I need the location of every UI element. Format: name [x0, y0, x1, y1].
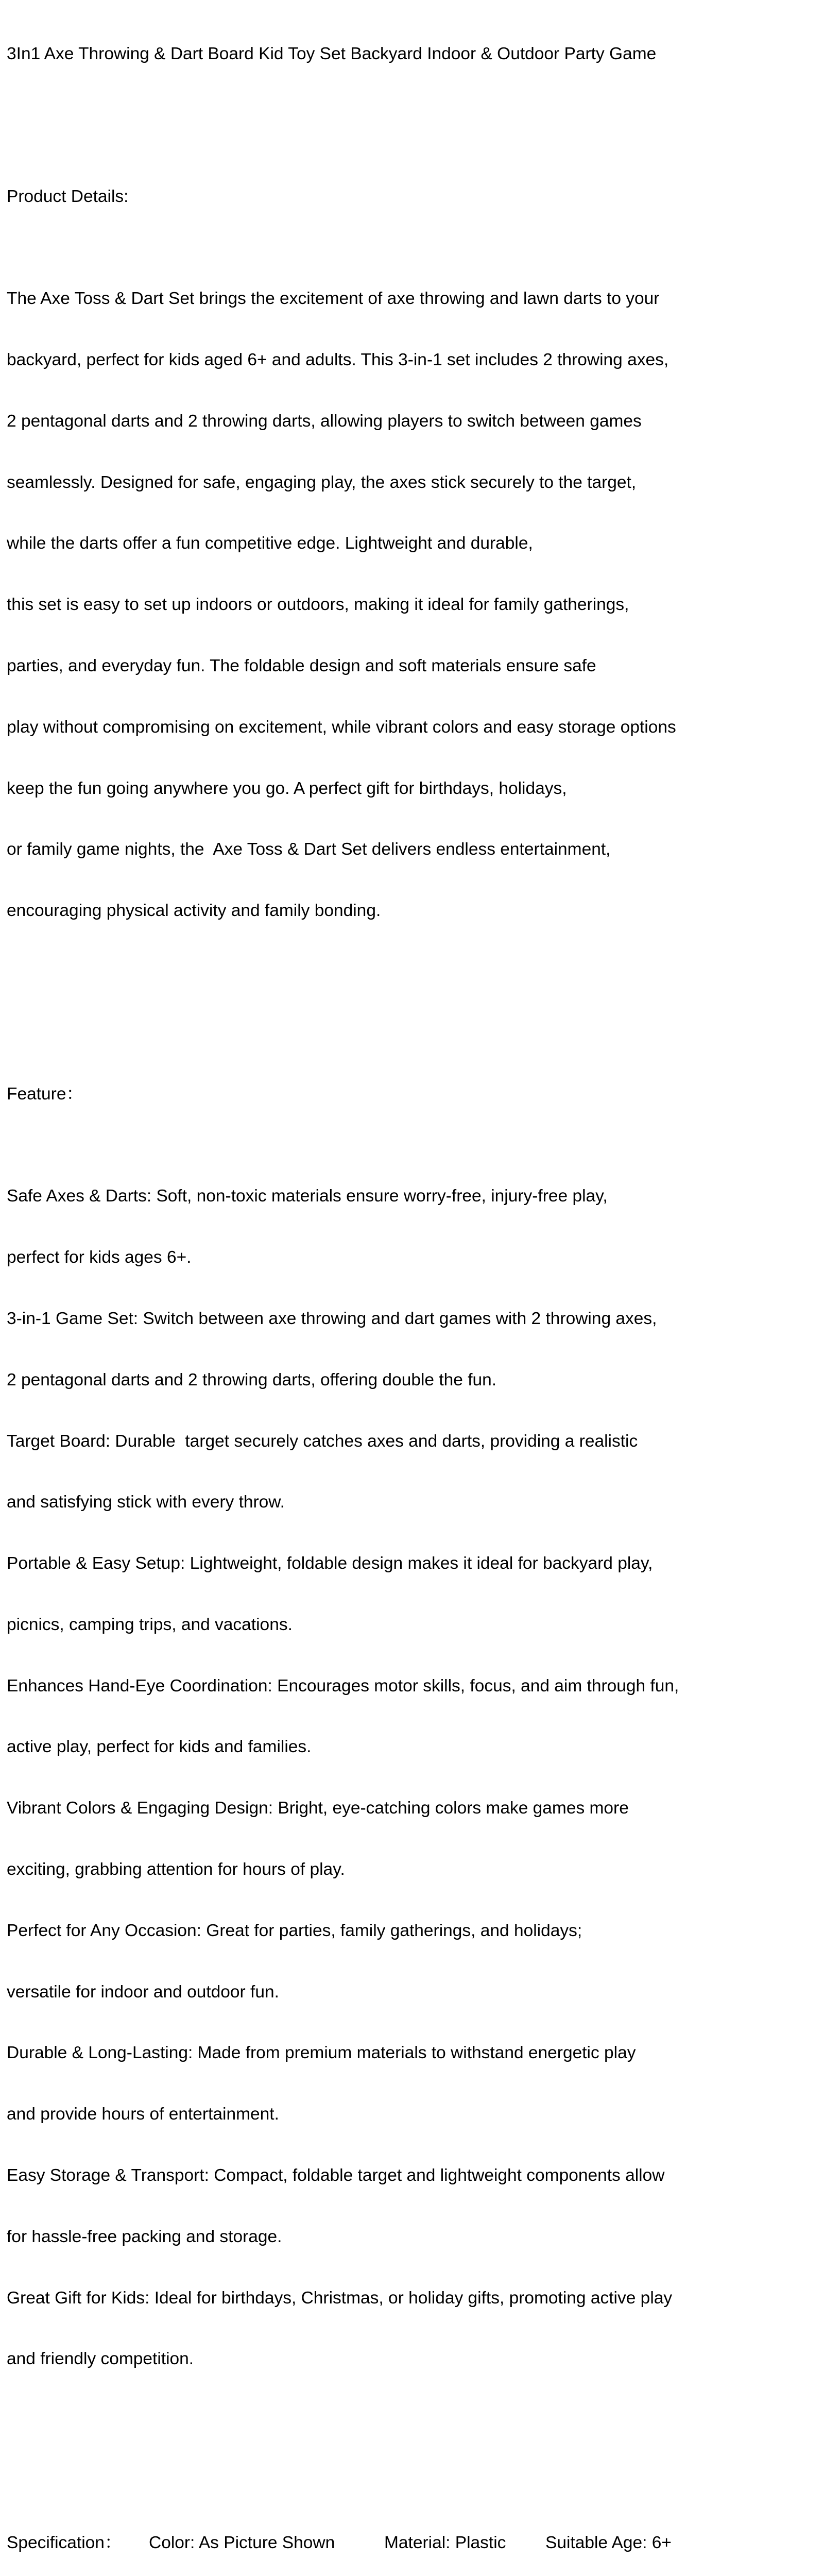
details-paragraph	[7, 248, 820, 962]
specification-row	[7, 2533, 820, 2553]
feature-list	[7, 1145, 820, 2410]
details-line: keep the fun going anywhere you go. A perfect gift for birthdays, holidays,	[7, 778, 567, 798]
feature-line: and provide hours of entertainment.	[7, 2105, 279, 2124]
spacer	[7, 105, 820, 126]
feature-line: picnics, camping trips, and vacations.	[7, 1615, 293, 1634]
details-line: or family game nights, the Axe Toss & Dart Set delivers endless entertainment,	[7, 840, 611, 859]
feature-line: and satisfying stick with every throw.	[7, 1493, 285, 1512]
feature-line: for hassle-free packing and storage.	[7, 2227, 282, 2246]
details-line: 2 pentagonal darts and 2 throwing darts, allowing players to switch between games	[7, 411, 642, 431]
details-line: parties, and everyday fun. The foldable design and soft materials ensure safe	[7, 656, 596, 675]
details-line: this set is easy to set up indoors or outdoors, making it ideal for family gatherings,	[7, 595, 629, 615]
details-heading: Product Details:	[7, 187, 129, 207]
details-line: seamlessly. Designed for safe, engaging play, the axes stick securely to the target,	[7, 472, 637, 492]
specification-label: Specification：	[7, 2533, 122, 2552]
feature-line: 2 pentagonal darts and 2 throwing darts, offering double the fun.	[7, 1370, 497, 1389]
feature-line: Great Gift for Kids: Ideal for birthdays, Christmas, or holiday gifts, promoting active play	[7, 2288, 673, 2308]
details-line: play without compromising on excitement, while vibrant colors and easy storage options	[7, 717, 676, 737]
feature-line: 3-in-1 Game Set: Switch between axe throwing and dart games with 2 throwing axes,	[7, 1309, 657, 1328]
feature-line: versatile for indoor and outdoor fun.	[7, 1982, 279, 2002]
feature-line: Durable & Long-Lasting: Made from premium materials to withstand energetic play	[7, 2043, 636, 2063]
feature-line: exciting, grabbing attention for hours of play.	[7, 1860, 345, 1879]
feature-line: Portable & Easy Setup: Lightweight, foldable design makes it ideal for backyard play,	[7, 1554, 653, 1573]
details-line: while the darts offer a fun competitive edge. Lightweight and durable,	[7, 534, 533, 553]
feature-line: perfect for kids ages 6+.	[7, 1248, 192, 1267]
feature-line: Enhances Hand-Eye Coordination: Encourages motor skills, focus, and aim through fun,	[7, 1676, 679, 1696]
feature-line: Easy Storage & Transport: Compact, foldable target and lightweight components allow	[7, 2165, 665, 2185]
feature-line: and friendly competition.	[7, 2349, 194, 2369]
details-line: The Axe Toss & Dart Set brings the excitement of axe throwing and lawn darts to your	[7, 289, 660, 309]
details-line: backyard, perfect for kids aged 6+ and adults. This 3-in-1 set includes 2 throwing axes,	[7, 350, 669, 370]
feature-line: Vibrant Colors & Engaging Design: Bright, eye-catching colors make games more	[7, 1799, 629, 1818]
spacer	[7, 2451, 820, 2471]
feature-heading: Feature：	[7, 1084, 83, 1104]
feature-line: Perfect for Any Occasion: Great for parties, family gatherings, and holidays;	[7, 1921, 582, 1940]
details-line: encouraging physical activity and family bonding.	[7, 901, 381, 921]
feature-line: active play, perfect for kids and families.	[7, 1737, 312, 1757]
specification-material: Material: Plastic	[384, 2533, 506, 2552]
product-description-document	[7, 3, 820, 2576]
feature-line: Safe Axes & Darts: Soft, non-toxic materials ensure worry-free, injury-free play,	[7, 1187, 608, 1206]
product-title: 3In1 Axe Throwing & Dart Board Kid Toy Set Backyard Indoor & Outdoor Party Game	[7, 44, 657, 64]
specification-age: Suitable Age: 6+	[545, 2533, 672, 2552]
feature-line: Target Board: Durable target securely catches axes and darts, providing a realistic	[7, 1431, 638, 1451]
spacer	[7, 1003, 820, 1023]
specification-color: Color: As Picture Shown	[149, 2533, 335, 2552]
